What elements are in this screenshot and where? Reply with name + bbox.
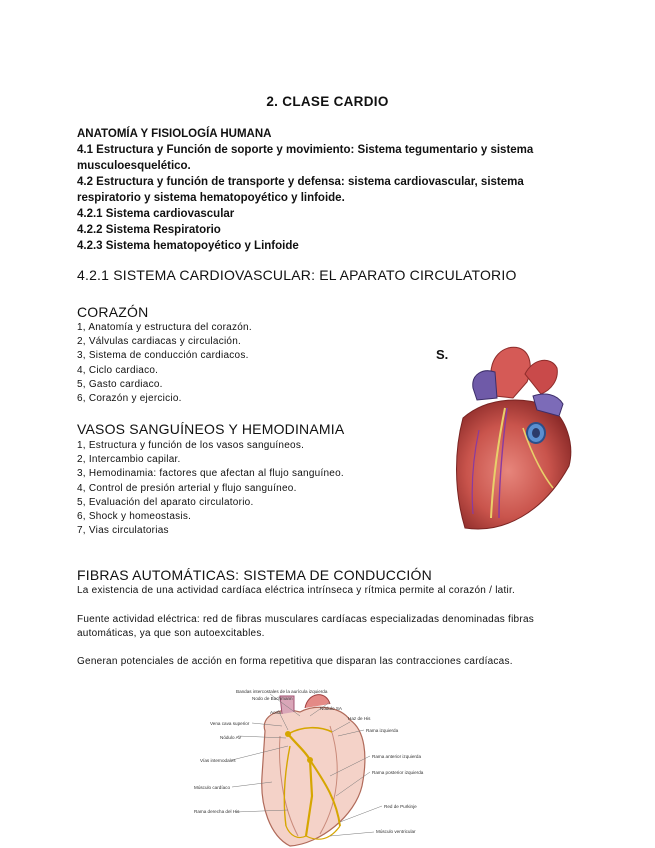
list-item: 5, Gasto cardiaco. xyxy=(77,378,163,390)
heart-image-label: S. xyxy=(436,347,449,362)
list-item: 2, Intercambio capilar. xyxy=(77,454,181,466)
list-item: 4, Control de presión arterial y flujo sanguíneo. xyxy=(77,482,297,494)
fibras-paragraph-2-line2: automáticas, ya que son autoexcitables. xyxy=(77,628,265,639)
diagram-label: Nódulo AV xyxy=(220,735,242,740)
intro-item: 4.2 Estructura y función de transporte y defensa: sistema cardiovascular, sistema respiratorio y sistema hematopoyético y linfoide. xyxy=(77,176,524,204)
diagram-label: Nodo de Bachmann xyxy=(252,696,293,701)
list-item: 6, Corazón y ejercicio. xyxy=(77,393,182,405)
intro-item: 4.2.1 Sistema cardiovascular xyxy=(77,208,235,220)
vasos-heading: VASOS SANGUÍNEOS Y HEMODINAMIA xyxy=(77,421,345,437)
list-item: 3, Sistema de conducción cardiacos. xyxy=(77,350,249,362)
vasos-list xyxy=(77,439,344,538)
diagram-label: Músculo cardíaco xyxy=(194,785,231,790)
page-title: 2. CLASE CARDIO xyxy=(266,94,389,109)
list-item: 1, Anatomía y estructura del corazón. xyxy=(77,322,252,333)
corazon-heading: CORAZÓN xyxy=(77,304,149,320)
fibras-heading: FIBRAS AUTOMÁTICAS: SISTEMA DE CONDUCCIÓN xyxy=(77,567,432,583)
corazon-list xyxy=(77,321,252,406)
diagram-label: Nódulo SA xyxy=(320,706,342,711)
diagram-label: Aorta xyxy=(270,710,281,715)
section-title: 4.2.1 SISTEMA CARDIOVASCULAR: EL APARATO CIRCULATORIO xyxy=(77,267,517,283)
intro-item: 4.2.3 Sistema hematopoyético y Linfoide xyxy=(77,240,299,252)
diagram-label: Vías internodales xyxy=(200,758,236,763)
intro-heading: ANATOMÍA Y FISIOLOGÍA HUMANA xyxy=(77,128,272,140)
list-item: 1, Estructura y función de los vasos sanguíneos. xyxy=(77,440,305,451)
diagram-label: Rama posterior izquierda xyxy=(372,770,424,775)
diagram-label: Rama izquierda xyxy=(366,728,399,733)
fibras-paragraph-3: Generan potenciales de acción en forma repetitiva que disparan las contracciones cardíacas. xyxy=(77,656,513,667)
diagram-label: Vena cava superior xyxy=(210,721,250,726)
list-item: 7, Vias circulatorias xyxy=(77,525,169,537)
diagram-label: Haz de His xyxy=(348,716,371,721)
list-item: 6, Shock y homeostasis. xyxy=(77,511,192,523)
diagram-label: Músculo ventricular xyxy=(376,829,416,834)
fibras-paragraph-2-line1: Fuente actividad eléctrica: red de fibras musculares cardíacas especializadas denominadas fibras xyxy=(77,614,535,625)
list-item: 4, Ciclo cardiaco. xyxy=(77,364,159,376)
heart-illustration xyxy=(433,338,581,538)
list-item: 3, Hemodinamia: factores que afectan al flujo sanguíneo. xyxy=(77,468,344,480)
list-item: 5, Evaluación del aparato circulatorio. xyxy=(77,496,254,508)
intro-item: 4.2.2 Sistema Respiratorio xyxy=(77,224,221,236)
diagram-label: Rama derecha del His xyxy=(194,809,240,814)
diagram-label: Bandas intercostales de la aurícula izquierda xyxy=(236,689,328,694)
list-item: 2, Válvulas cardiacas y circulación. xyxy=(77,336,242,348)
diagram-label: Red de Purkinje xyxy=(384,804,417,809)
intro-item: 4.1 Estructura y Función de soporte y movimiento: Sistema tegumentario y sistema musculoesquelético. xyxy=(77,144,534,172)
fibras-paragraph-1: La existencia de una actividad cardíaca eléctrica intrínseca y rítmica permite al corazón / latir. xyxy=(77,585,516,596)
intro-block xyxy=(77,126,557,254)
conduction-diagram xyxy=(190,686,490,848)
diagram-label: Rama anterior izquierda xyxy=(372,754,422,759)
heart-drawing xyxy=(433,338,581,538)
